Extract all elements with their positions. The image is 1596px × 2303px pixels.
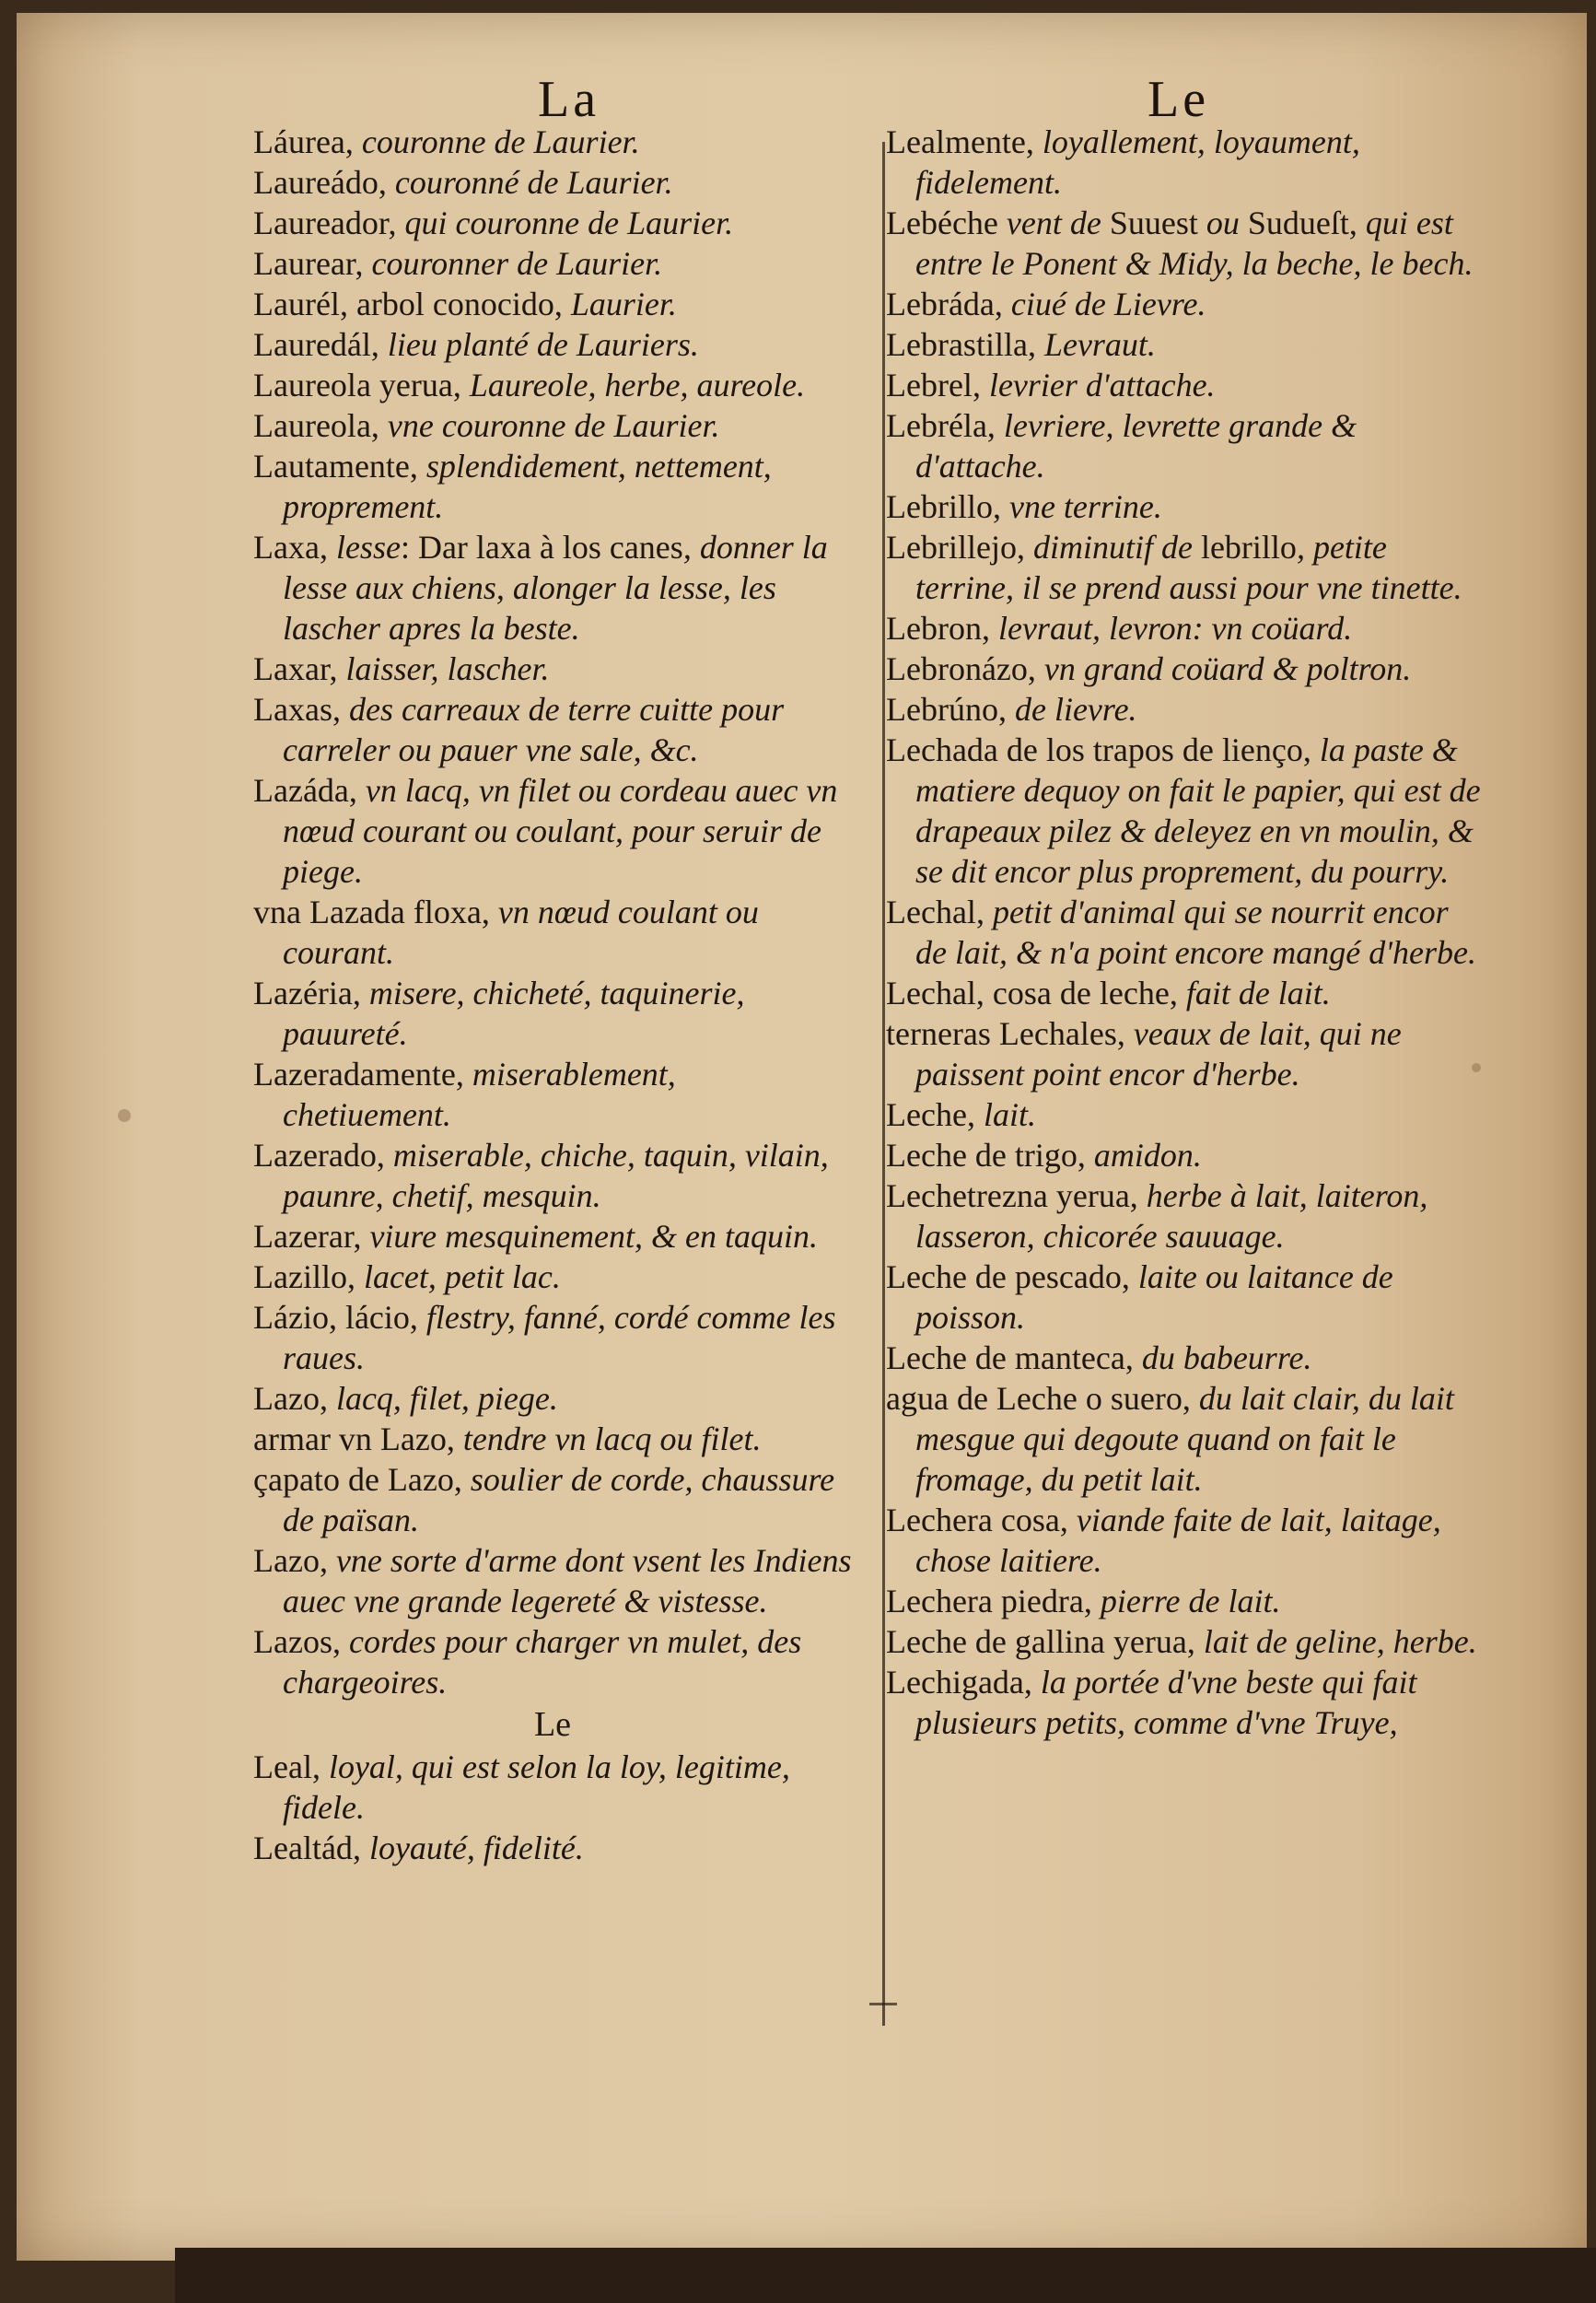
separator: , (1129, 1177, 1147, 1214)
dictionary-entry (886, 1013, 1485, 1094)
dictionary-entry (886, 973, 1485, 1013)
separator: , (1027, 650, 1044, 687)
headword: Láurea (253, 123, 345, 160)
dictionary-entry (253, 1621, 852, 1702)
headword: Lebréla (886, 407, 987, 444)
headword: Lazáda (253, 772, 349, 809)
definition: laite ou laitance de poisson. (915, 1258, 1393, 1336)
definition: loyal, qui est selon la loy, legitime, fidele. (283, 1748, 790, 1826)
headword: Lazos (253, 1623, 332, 1660)
definition: Laureole, herbe, aureole. (469, 367, 806, 403)
definition: petit d'animal qui se nourrit encor de lait, & n'a point encore mangé d'herbe. (915, 894, 1476, 971)
headword: Lechera cosa (886, 1502, 1060, 1538)
definition: diminutif de (1032, 529, 1193, 566)
dictionary-entry (886, 203, 1485, 284)
definition: flestry, fanné, cordé comme les raues. (283, 1299, 836, 1376)
dictionary-entry (253, 243, 852, 284)
definition: vn lacq, vn filet ou cordeau auec vn nœud courant ou coulant, pour seruir de piege. (283, 772, 838, 890)
dictionary-entry (886, 122, 1485, 203)
separator: , (453, 1461, 471, 1498)
dictionary-entry (253, 1459, 852, 1540)
page-edge-shadow (175, 2248, 1596, 2303)
dictionary-entry (253, 527, 852, 649)
separator: , (1077, 1137, 1094, 1174)
dictionary-entry (886, 608, 1485, 649)
headword: Lechal, cosa de leche (886, 975, 1170, 1011)
definition: qui couronne de Laurier. (404, 205, 734, 241)
headword: Lazeradamente (253, 1056, 456, 1093)
headword: Lebráda (886, 286, 995, 322)
separator: , (332, 1623, 349, 1660)
headword: Lechetrezna yerua (886, 1177, 1130, 1214)
dictionary-entry (253, 1378, 852, 1419)
headword: Lazerado (253, 1137, 377, 1174)
separator: , (1182, 1380, 1199, 1417)
definition: lesse (335, 529, 401, 566)
separator: , (319, 529, 336, 566)
headword: Laureádo (253, 164, 379, 201)
separator: , (446, 1420, 463, 1457)
column-divider (882, 142, 885, 2026)
dictionary-entry (886, 527, 1485, 608)
dictionary-entry (253, 405, 852, 446)
separator: , (997, 691, 1015, 728)
dictionary-entry (253, 770, 852, 892)
definition: la paste & matiere dequoy on fait le papier, qui est de drapeaux pilez & deleyez en vn moulin, & se dit encor plus proprement, du pourry. (915, 731, 1481, 890)
definition: lieu planté de Lauriers. (387, 326, 699, 363)
dictionary-entry (886, 405, 1485, 486)
headword: Laureola yerua (253, 367, 453, 403)
headword: Lebrillejo (886, 529, 1017, 566)
definition: couronné de Laurier. (394, 164, 673, 201)
definition: vent de (1006, 205, 1101, 241)
separator: , (1121, 1258, 1138, 1295)
headword: Lazo (253, 1542, 320, 1579)
definition: soulier de corde, chaussure de païsan. (283, 1461, 835, 1538)
dictionary-entry (886, 1175, 1485, 1257)
definition: ciué de Lievre. (1010, 286, 1206, 322)
dictionary-entry (886, 730, 1485, 892)
definition: lait de geline, herbe. (1203, 1623, 1477, 1660)
headword: Leche de manteca (886, 1339, 1125, 1376)
separator: , (553, 286, 571, 322)
dictionary-entry (253, 892, 852, 973)
dictionary-entry (886, 1581, 1485, 1621)
headword: Lazerar (253, 1218, 354, 1255)
separator: , (455, 1056, 472, 1093)
separator: , (986, 407, 1004, 444)
dictionary-entry (253, 649, 852, 689)
dictionary-entry (253, 365, 852, 405)
definition: veaux de lait, qui ne paissent point encor d'herbe. (915, 1015, 1402, 1093)
definition: miserablement, chetiuement. (283, 1056, 676, 1133)
definition: laisser, lascher. (345, 650, 550, 687)
separator: , (1023, 1664, 1041, 1701)
definition: lacet, petit lac. (363, 1258, 561, 1295)
separator: , (1302, 731, 1320, 768)
headword: Lebron (886, 610, 982, 647)
definition: levriere, levrette grande & d'attache. (915, 407, 1357, 485)
separator: , (994, 286, 1011, 322)
headword: çapato de Lazo (253, 1461, 454, 1498)
definition: tendre vn lacq ou filet. (462, 1420, 762, 1457)
headword: Lautamente (253, 448, 410, 485)
headword: Lechal (886, 894, 976, 930)
headword: Lechada de los trapos de lienço (886, 731, 1303, 768)
dictionary-entry (886, 1135, 1485, 1175)
dictionary-entry (253, 1419, 852, 1459)
dictionary-entry (253, 1747, 852, 1828)
separator: , (1059, 1502, 1077, 1538)
separator: , (452, 367, 470, 403)
definition-continued: , donner la lesse aux chiens, alonger la lesse, les lascher apres la beste. (283, 529, 828, 647)
definition: Levraut. (1043, 326, 1156, 363)
definition: des carreaux de terre cuitte pour carreler ou pauer vne sale, &c. (283, 691, 785, 768)
headword: Lebéche (886, 205, 998, 241)
separator: , (348, 772, 366, 809)
left-column (253, 122, 852, 1868)
headword: agua de Leche o suero (886, 1380, 1182, 1417)
definition: lacq, filet, piege. (335, 1380, 558, 1417)
dictionary-entry (886, 649, 1485, 689)
definition: vne couronne de Laurier. (387, 407, 720, 444)
headword: Lebrillo (886, 488, 993, 525)
definition: amidon. (1093, 1137, 1202, 1174)
dictionary-entry (886, 1662, 1485, 1743)
definition: viure mesquinement, & en taquin. (369, 1218, 819, 1255)
separator: , (1025, 123, 1043, 160)
dictionary-entry (253, 446, 852, 527)
definition: vne terrine. (1008, 488, 1162, 525)
dictionary-entry (886, 486, 1485, 527)
headword: Lebronázo (886, 650, 1028, 687)
right-column (886, 122, 1485, 1743)
headword-continued: : Dar laxa à los canes (400, 529, 683, 566)
separator: , (355, 245, 372, 282)
separator: , (370, 326, 388, 363)
headword: Laxar (253, 650, 330, 687)
paper-stain (118, 1109, 131, 1122)
headword: Lealtád (253, 1830, 353, 1866)
separator: , (481, 894, 498, 930)
separator: , (1124, 1339, 1142, 1376)
separator: , (311, 1748, 329, 1785)
headword: Lebrúno (886, 691, 998, 728)
headword: Laxas (253, 691, 332, 728)
separator: , (388, 205, 405, 241)
dictionary-entry (253, 122, 852, 162)
separator: , (966, 1096, 984, 1133)
dictionary-entry (886, 365, 1485, 405)
dictionary-entry (253, 689, 852, 770)
dictionary-entry (886, 689, 1485, 730)
dictionary-entry (253, 324, 852, 365)
separator: , (972, 367, 989, 403)
separator: , (992, 488, 1009, 525)
dictionary-entry (886, 1500, 1485, 1581)
dictionary-entry (886, 284, 1485, 324)
dictionary-entry (253, 1135, 852, 1216)
definition: couronne de Laurier. (361, 123, 640, 160)
headword-continued: Sudueſt, (1239, 205, 1357, 241)
headword: Leche de trigo (886, 1137, 1078, 1174)
separator: , (352, 975, 369, 1011)
separator: , (1116, 1015, 1134, 1052)
definition: lait. (983, 1096, 1036, 1133)
definition: vne sorte d'arme dont vsent les Indiens auec vne grande legereté & vistesse. (283, 1542, 852, 1619)
dictionary-entry (253, 1297, 852, 1378)
divider-mark (869, 2003, 897, 2005)
separator: , (319, 1542, 336, 1579)
definition: du lait clair, du lait mesgue qui degoute quand on fait le fromage, du petit lait. (915, 1380, 1454, 1498)
headword: Laureola (253, 407, 371, 444)
definition: fait de lait. (1185, 975, 1331, 1011)
separator: , (1186, 1623, 1204, 1660)
definition: du babeurre. (1141, 1339, 1312, 1376)
separator: , (319, 1380, 336, 1417)
dictionary-entry (886, 1257, 1485, 1338)
dictionary-entry (253, 284, 852, 324)
definition: vn grand coüard & poltron. (1043, 650, 1412, 687)
running-head-right: Le (1147, 71, 1210, 128)
headword: terneras Lechales (886, 1015, 1117, 1052)
headword: Lauredál (253, 326, 371, 363)
definition: viande faite de lait, laitage, chose laitiere. (915, 1502, 1441, 1579)
dictionary-entry (886, 1378, 1485, 1500)
separator: , (378, 164, 395, 201)
definition: Laurier. (570, 286, 677, 322)
definition: loyallement, loyaument, fidelement. (915, 123, 1360, 201)
separator: , (975, 894, 993, 930)
headword: Leche de pescado (886, 1258, 1122, 1295)
dictionary-entry (253, 973, 852, 1054)
definition: couronner de Laurier. (371, 245, 663, 282)
separator: , (352, 1830, 369, 1866)
dictionary-entry (886, 1094, 1485, 1135)
headword: Lechigada (886, 1664, 1024, 1701)
separator: , (1169, 975, 1186, 1011)
headword: Lázio, lácio (253, 1299, 410, 1336)
separator: , (329, 650, 346, 687)
definition: levrier d'attache. (988, 367, 1216, 403)
headword: Lealmente (886, 123, 1026, 160)
headword: Laxa (253, 529, 320, 566)
headword: Lazo (253, 1380, 320, 1417)
dictionary-entry (253, 1257, 852, 1297)
separator: , (353, 1218, 370, 1255)
headword: Laurear (253, 245, 355, 282)
headword: Lebrastilla (886, 326, 1028, 363)
headword: Leche de gallina yerua (886, 1623, 1187, 1660)
dictionary-entry (253, 203, 852, 243)
headword: vna Lazada floxa (253, 894, 482, 930)
section-header: Le (533, 1705, 572, 1744)
definition: levraut, levron: vn coüard. (997, 610, 1353, 647)
definition-continued: ou (1206, 205, 1240, 241)
headword: Leal (253, 1748, 312, 1785)
headword-continued: Suuest (1101, 205, 1206, 241)
definition: pierre de lait. (1100, 1583, 1281, 1619)
separator: , (1027, 326, 1044, 363)
separator: , (1016, 529, 1033, 566)
definition: herbe à lait, laiteron, lasseron, chicorée sauuage. (915, 1177, 1428, 1255)
headword: Laurél, arbol conocido (253, 286, 554, 322)
definition: loyauté, fidelité. (368, 1830, 584, 1866)
dictionary-entry (253, 1828, 852, 1868)
dictionary-entry (253, 1216, 852, 1257)
running-head-left: La (538, 71, 600, 128)
definition: de lievre. (1014, 691, 1137, 728)
separator: , (376, 1137, 393, 1174)
separator: , (370, 407, 388, 444)
dictionary-entry (886, 324, 1485, 365)
definition: la portée d'vne beste qui fait plusieurs petits, comme d'vne Truye, (915, 1664, 1417, 1741)
definition-continued: qui est entre le Ponent & Midy, la beche, le bech. (915, 205, 1474, 282)
definition: misere, chicheté, taquinerie, pauureté. (283, 975, 745, 1052)
headword: Lazéria (253, 975, 353, 1011)
separator (998, 205, 1007, 241)
separator: , (1083, 1583, 1101, 1619)
headword: Lebrel (886, 367, 973, 403)
dictionary-entry (253, 1054, 852, 1135)
definition: vn nœud coulant ou courant. (283, 894, 759, 971)
headword: Leche (886, 1096, 967, 1133)
headword-continued: lebrillo (1192, 529, 1297, 566)
definition-continued: , petite terrine, il se prend aussi pour vne tinette. (915, 529, 1462, 606)
definition: splendidement, nettement, proprement. (283, 448, 772, 525)
separator: , (344, 123, 362, 160)
headword: Laureador (253, 205, 389, 241)
definition: cordes pour charger vn mulet, des chargeoires. (283, 1623, 802, 1701)
headword: armar vn Lazo (253, 1420, 447, 1457)
dictionary-entry (253, 162, 852, 203)
dictionary-entry (886, 892, 1485, 973)
headword: Lechera piedra (886, 1583, 1084, 1619)
dictionary-entry (886, 1338, 1485, 1378)
headword: Lazillo (253, 1258, 347, 1295)
definition: miserable, chiche, taquin, vilain, paunre, chetif, mesquin. (283, 1137, 829, 1214)
separator: , (409, 448, 426, 485)
dictionary-entry (886, 1621, 1485, 1662)
separator: , (981, 610, 998, 647)
separator: , (346, 1258, 364, 1295)
separator: , (409, 1299, 426, 1336)
separator: , (332, 691, 349, 728)
dictionary-entry (253, 1540, 852, 1621)
